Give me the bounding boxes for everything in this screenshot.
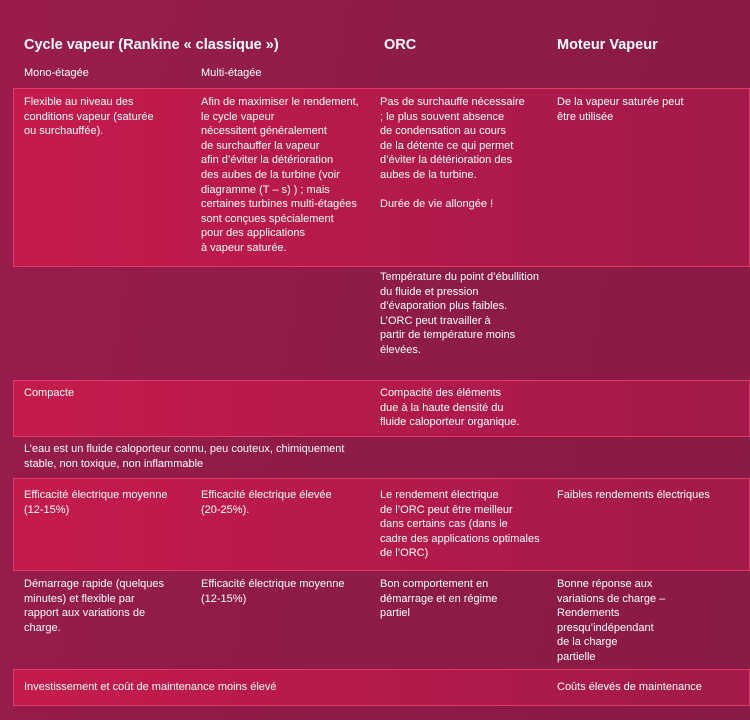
cell-rankine: Compacte <box>24 387 75 399</box>
cell-orc: Bon comportement en démarrage et en régime partiel <box>380 578 498 620</box>
cell-orc: Le rendement électrique de l’ORC peut être meilleur dans certains cas (dans le cadre des applications optimales de l’ORC) <box>380 489 540 560</box>
cell-rankine: L’eau est un fluide caloporteur connu, peu couteux, chimiquement stable, non toxique, non inflammable <box>24 443 345 470</box>
cell-moteur: Faibles rendements électriques <box>557 489 710 501</box>
cell-moteur: Bonne réponse aux variations de charge – Rendements presqu’indépendant de la charge partielle <box>557 578 666 663</box>
header-rankine: Cycle vapeur (Rankine « classique ») <box>24 37 279 53</box>
cell-orc: Compacité des éléments due à la haute densité du fluide caloporteur organique. <box>380 387 520 429</box>
cell-mono: Efficacité électrique moyenne (12-15%) <box>24 489 168 516</box>
cell-mono: Flexible au niveau des conditions vapeur (saturée ou surchauffée). <box>24 96 154 138</box>
cell-multi: Afin de maximiser le rendement, le cycle vapeur nécessitent généralement de surchauffer la vapeur afin d’éviter la détérioration des aubes de la turbine (voir diagramme (T – s) ) ; mais certaines turbines multi-étagées sont conçues spécialement pour des applications à vapeur saturée. <box>201 96 359 254</box>
cell-moteur: Coûts élevés de maintenance <box>557 681 702 693</box>
cell-orc: Température du point d’ébullition du fluide et pression d’évaporation plus faibles. L’ORC peut travailler à partir de température moins élevées. <box>380 271 539 356</box>
cell-orc: Pas de surchauffe nécessaire ; le plus souvent absence de condensation au cours de la détente ce qui permet d’éviter la détérioration des aubes de la turbine. Durée de vie allongée ! <box>380 96 525 211</box>
cell-rankine: Investissement et coût de maintenance moins élevé <box>24 681 277 693</box>
subheader-multi: Multi-étagée <box>201 67 262 79</box>
cell-moteur: De la vapeur saturée peut être utilisée <box>557 96 684 123</box>
cell-multi: Efficacité électrique moyenne (12-15%) <box>201 578 345 605</box>
cell-multi: Efficacité électrique élevée (20-25%). <box>201 489 332 516</box>
subheader-mono: Mono-étagée <box>24 67 89 79</box>
header-orc: ORC <box>384 37 417 53</box>
header-moteur: Moteur Vapeur <box>557 37 658 53</box>
cell-mono: Démarrage rapide (quelques minutes) et flexible par rapport aux variations de charge. <box>24 578 165 634</box>
